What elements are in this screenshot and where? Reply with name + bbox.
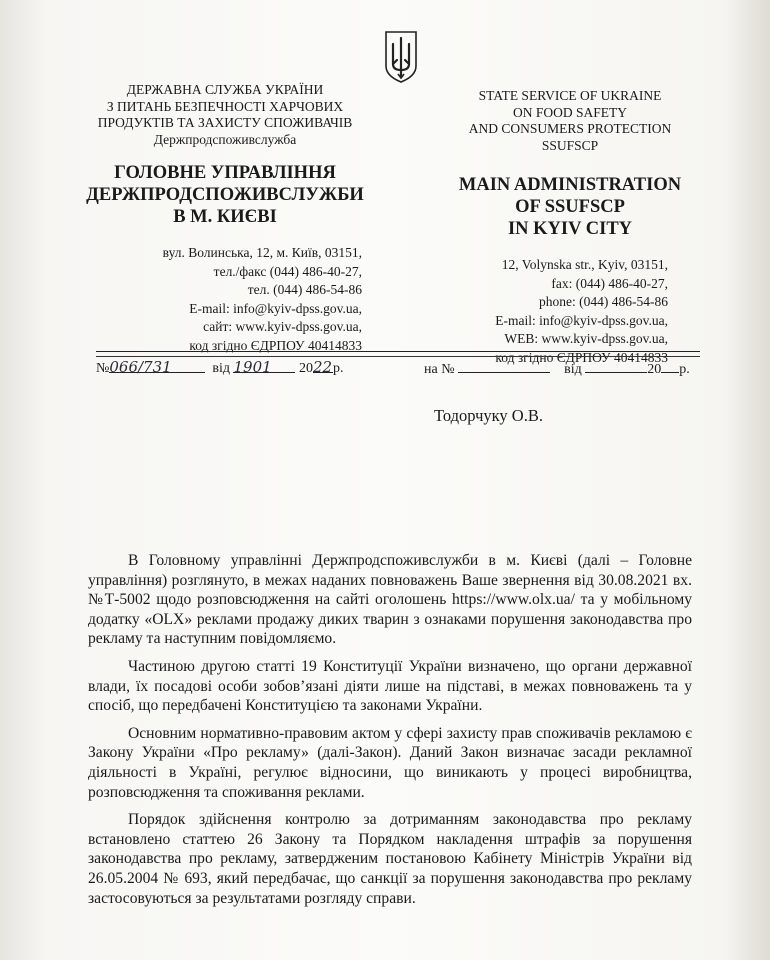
outgoing-reference: №066/731 від 1901 2022р. (96, 358, 344, 376)
contacts-uk: вул. Волинська, 12, м. Київ, 03151, тел./факс (044) 486-40-27, тел. (044) 486-54-86 E-mail: info@kyiv-dpss.gov.ua, сайт: www.kyiv-dpss.gov.ua, код згідно ЄДРПОУ 40414833 (162, 245, 362, 353)
body-paragraph: Порядок здійснення контролю за дотриманням законодавства про рекламу встановлено статтею 26 Закону та Порядком накладення штрафів за порушення законодавства про рекламу, затвердженим постановою Кабінету Міністрів України від 26.05.2004 № 693, який передбачає, що санкції за порушення законодавства про рекламу застосовуються за результатами розгляду справи. (88, 811, 692, 907)
service-name-uk: ДЕРЖАВНА СЛУЖБА УКРАЇНИ З ПИТАНЬ БЕЗПЕЧНОСТІ ХАРЧОВИХ ПРОДУКТІВ ТА ЗАХИСТУ СПОЖИВАЧІВ Держпродспоживслужба (97, 82, 353, 147)
outgoing-year: 22 (312, 358, 333, 376)
header-divider-thick (96, 351, 700, 352)
right-header-english (420, 88, 720, 367)
outgoing-number: 066/731 (109, 358, 172, 376)
left-header-ukrainian (60, 82, 390, 355)
addressee: Тодорчуку О.В. (434, 406, 543, 425)
outgoing-date: 1901 (233, 358, 272, 376)
body-paragraph: В Головному управлінні Держпродспоживслужби в м. Києві (далі – Головне управління) розглянуто, в межах наданих повноважень Ваше звернення від 30.08.2021 вх. №Т-5002 щодо розповсюдження на сайті оголошень https://www.olx.ua/ та у мобільному додатку «OLX» реклами продажу диких тварин з ознаками порушення законодавства про рекламу та наступним повідомляємо. (88, 552, 692, 648)
contacts-en: 12, Volynska str., Kyiv, 03151, fax: (044) 486-40-27, phone: (044) 486-54-86 E-mail: info@kyiv-dpss.gov.ua, WEB: www.kyiv-dpss.gov.ua, код згідно ЄДРПОУ 40414833 (495, 257, 668, 365)
letter-body (88, 551, 692, 916)
body-paragraph: Основним нормативно-правовим актом у сфері захисту прав споживачів рекламою є Закону України «Про рекламу» (далі-Закон). Даний Закон визначає засади рекламної діяльності в Україні, регулює відносини, що виникають у процесі виробництва, розповсюдження та споживання реклами. (88, 724, 692, 801)
administration-name-en: MAIN ADMINISTRATION OF SSUFSCP IN KYIV CITY (458, 175, 682, 239)
header-divider-thin (96, 356, 700, 357)
incoming-reference: на № від 20 р. (424, 358, 690, 379)
administration-name-uk: ГОЛОВНЕ УПРАВЛІННЯ ДЕРЖПРОДСПОЖИВСЛУЖБИ В М. КИЄВІ (86, 163, 364, 227)
body-paragraph: Частиною другою статті 19 Конституції України визначено, що органи державної влади, їх посадові особи зобов’язані діяти лише на підставі, в межах повноважень та у спосіб, що передбачені Конституцією та законами України. (88, 657, 692, 715)
service-name-en: STATE SERVICE OF UKRAINE ON FOOD SAFETY AND CONSUMERS PROTECTION SSUFSCP (468, 88, 672, 153)
trident-emblem-icon (384, 30, 418, 84)
